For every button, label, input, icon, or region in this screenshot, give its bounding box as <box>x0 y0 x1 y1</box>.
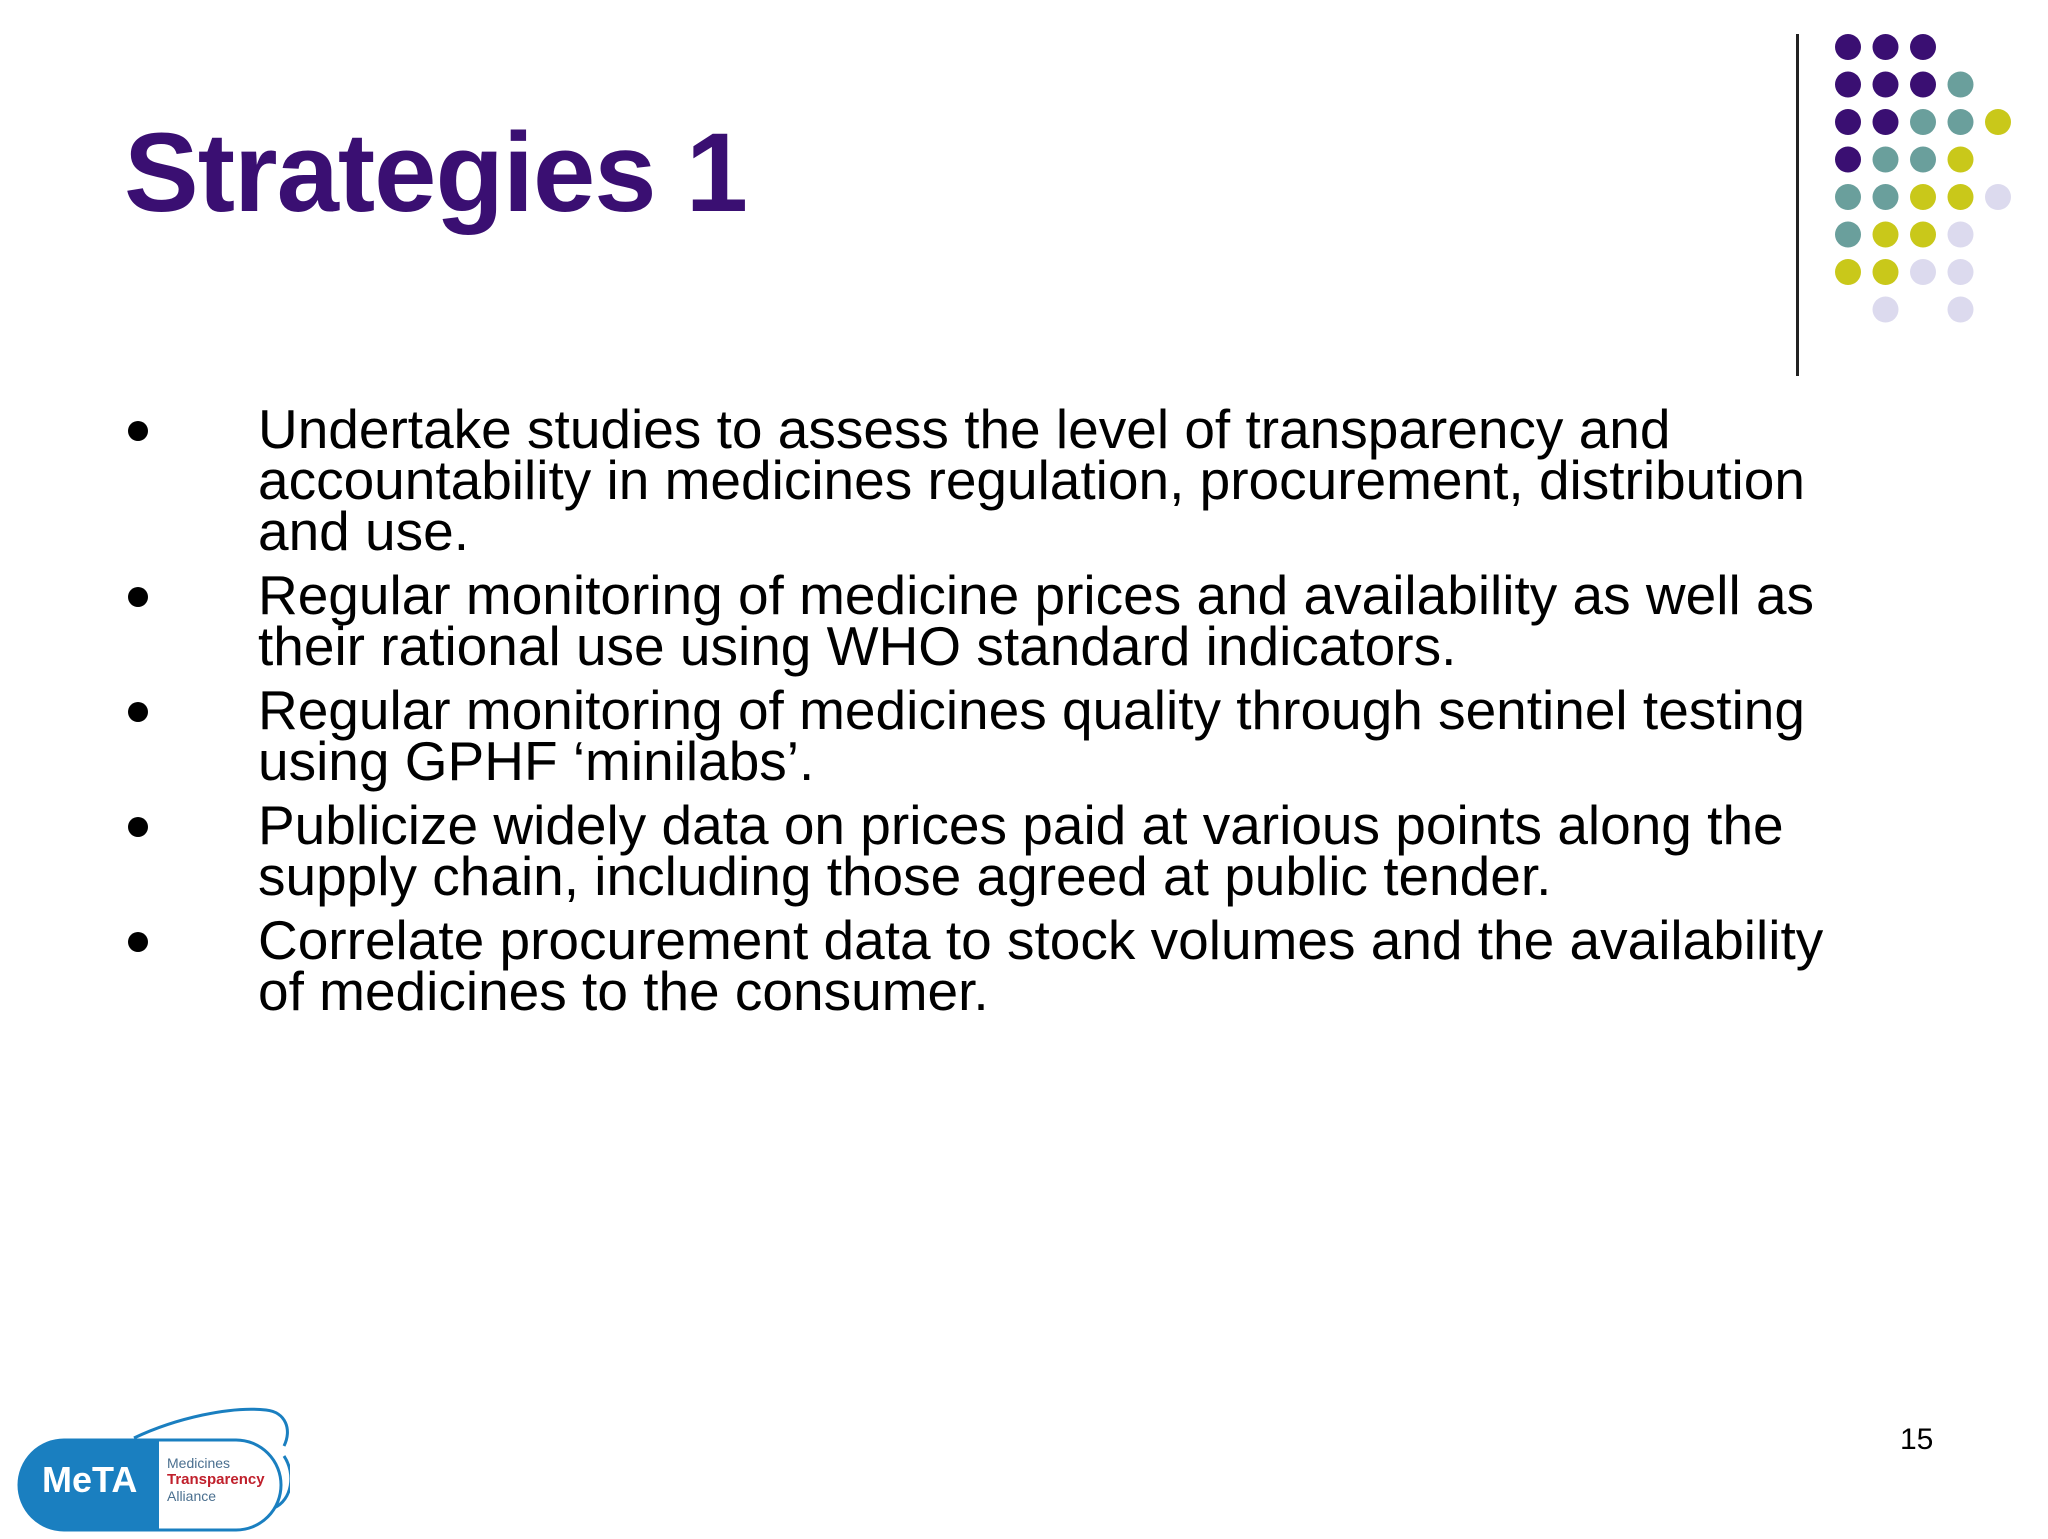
logo-line-medicines: Medicines <box>167 1455 231 1471</box>
decor-dot <box>1910 184 1936 210</box>
logo-line-alliance: Alliance <box>167 1488 217 1504</box>
bullet-text-line: and use. <box>258 500 470 562</box>
logo-abbreviation: MeTA <box>42 1459 138 1500</box>
decor-dot <box>1873 147 1899 173</box>
decor-dot <box>1948 297 1974 323</box>
decor-dot <box>1985 109 2011 135</box>
bullet-list <box>120 398 1920 1030</box>
decor-dot <box>1835 72 1861 98</box>
decor-dot <box>1910 147 1936 173</box>
logo-line-transparency: Transparency <box>167 1471 265 1488</box>
bullet-text-line: their rational use using WHO standard indicators. <box>258 615 1457 677</box>
bullet-dot-icon <box>128 421 148 441</box>
decor-dot <box>1835 222 1861 248</box>
decor-dot <box>1948 259 1974 285</box>
meta-logo <box>16 1404 290 1534</box>
decor-dot <box>1948 109 1974 135</box>
decor-dot <box>1948 147 1974 173</box>
decor-dot <box>1873 34 1899 60</box>
bullet-item <box>120 794 1920 907</box>
decor-dot <box>1835 34 1861 60</box>
bullet-item <box>120 679 1920 792</box>
decor-dot <box>1948 72 1974 98</box>
decor-dot <box>1835 184 1861 210</box>
bullet-text-line: supply chain, including those agreed at public tender. <box>258 845 1552 907</box>
decor-dot <box>1910 259 1936 285</box>
bullet-text-line: Correlate procurement data to stock volumes and the availability <box>258 909 1824 971</box>
bullet-dot-icon <box>128 817 148 837</box>
bullet-text-line: Regular monitoring of medicine prices and availability as well as <box>258 564 1815 626</box>
bullet-item <box>120 564 1920 677</box>
bullet-text-line: Regular monitoring of medicines quality through sentinel testing <box>258 679 1805 741</box>
decor-dot <box>1910 34 1936 60</box>
decor-dot <box>1873 184 1899 210</box>
decor-dot <box>1985 184 2011 210</box>
decor-dot <box>1873 222 1899 248</box>
bullet-text-line: accountability in medicines regulation, procurement, distribution <box>258 449 1805 511</box>
bullet-dot-icon <box>128 702 148 722</box>
page-number: 15 <box>1900 1423 1934 1456</box>
bullet-text-line: of medicines to the consumer. <box>258 960 989 1022</box>
bullet-text-line: using GPHF ‘minilabs’. <box>258 730 815 792</box>
bullet-dot-icon <box>128 587 148 607</box>
decor-dot <box>1873 259 1899 285</box>
bullet-item <box>120 398 1920 562</box>
decor-dot <box>1910 222 1936 248</box>
bullet-text-line: Undertake studies to assess the level of transparency and <box>258 398 1671 460</box>
bullet-item <box>120 909 1920 1022</box>
decor-dot <box>1873 109 1899 135</box>
decor-dot <box>1910 72 1936 98</box>
decor-dot <box>1910 109 1936 135</box>
bullet-text-line: Publicize widely data on prices paid at various points along the <box>258 794 1784 856</box>
decor-dot <box>1873 72 1899 98</box>
decor-dot <box>1835 147 1861 173</box>
decor-dot <box>1835 259 1861 285</box>
decor-dot <box>1873 297 1899 323</box>
decorative-dot-grid <box>0 0 2048 400</box>
decor-dot <box>1948 222 1974 248</box>
slide-title: Strategies 1 <box>124 110 747 235</box>
decor-dot <box>1948 184 1974 210</box>
decor-dot <box>1835 109 1861 135</box>
bullet-dot-icon <box>128 932 148 952</box>
